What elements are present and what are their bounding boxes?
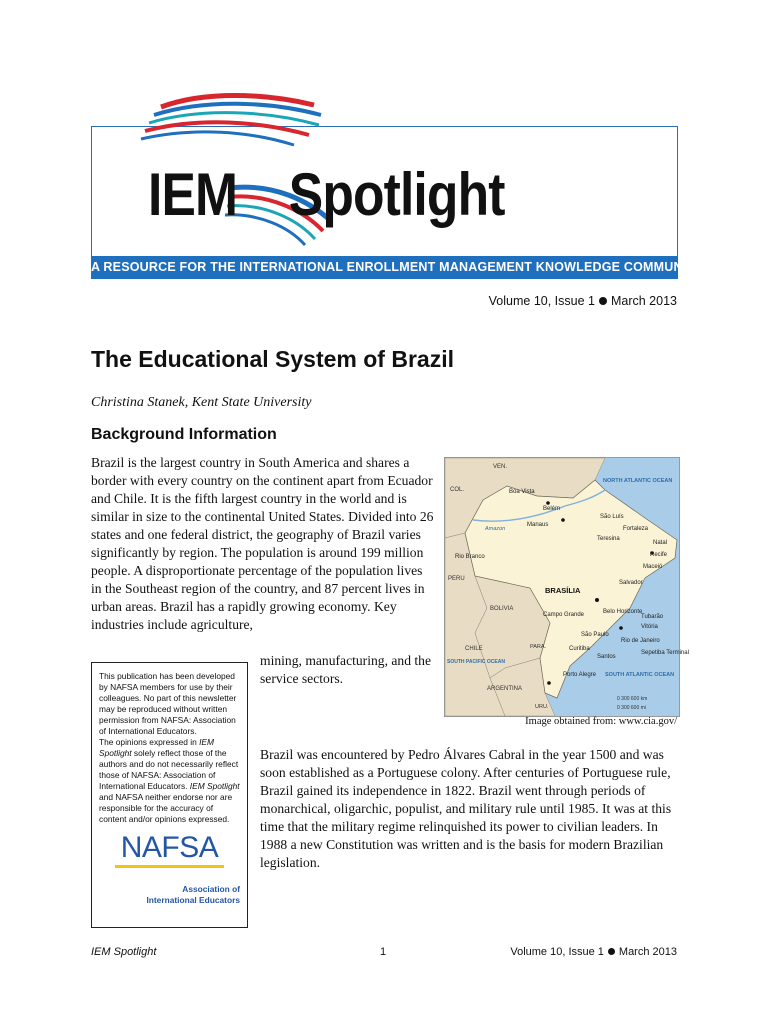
footer-issue: Volume 10, Issue 1 March 2013	[510, 946, 677, 958]
logo-iem: IEM	[148, 161, 238, 228]
map-label-brasilia: BRASÍLIA	[545, 586, 581, 595]
paragraph-background: Brazil is the largest country in South America and shares a border with every country on the continent apart from Ecuador and Chile. It is the fifth largest country in the world and is similar in size to the continental United States. Divided into 26 states and one federal district, the geography of Brazil varies significantly by region. The population is around 199 million people. A disproportionate percentage of the population lives in the Southeast region of the country, and 87 percent lives in urban areas. Brazil has a rapidly growing economy. Key industries include agriculture,	[91, 455, 434, 632]
map-label-vitoria: Vitória	[641, 624, 658, 630]
bullet-icon	[608, 948, 615, 955]
map-label-maceio: Maceió	[643, 564, 663, 570]
brazil-map-graphic	[445, 458, 689, 716]
map-label-rio: Rio de Janeiro	[621, 638, 660, 644]
map-scale-mi: 0 300 600 mi	[617, 705, 646, 711]
map-label-ven: VEN.	[493, 464, 508, 470]
map-caption: Image obtained from: www.cia.gov/	[525, 716, 677, 727]
map-label-belem: Belém	[543, 506, 561, 512]
section-heading: Background Information	[91, 426, 277, 443]
map-label-manaus: Manaus	[527, 522, 549, 528]
map-label-campo-grande: Campo Grande	[543, 612, 585, 618]
banner-tagline: A RESOURCE FOR THE INTERNATIONAL ENROLLMENT MANAGEMENT KNOWLEDGE COMMUNITY	[91, 256, 678, 279]
nafsa-logo: NAFSA	[120, 831, 219, 864]
map-label-curitiba: Curitiba	[569, 646, 590, 652]
map-label-chile: CHILE	[465, 646, 483, 652]
map-label-natal: Natal	[653, 540, 668, 546]
map-label-belo-horizonte: Belo Horizonte	[603, 609, 643, 615]
map-label-tubarao: Tubarão	[641, 614, 664, 620]
notice-text-1: This publication has been developed by NAFSA members for use by their colleagues. No part of this newsletter may be reproduced without written permission from NAFSA: Association of International Educators.	[99, 671, 237, 736]
notice-text-2: The opinions expressed in IEM Spotlight solely reflect those of the authors and do not necessarily reflect those of NAFSA: Association of International Educators. IEM Spotlight and NAFSA neither endorse nor are responsible for the accuracy of content and/or opinions expressed.	[99, 737, 240, 824]
article-title: The Educational System of Brazil	[91, 346, 454, 372]
logo-spotlight: Spotlight	[288, 161, 505, 228]
map-label-porto-alegre: Porto Alegre	[563, 672, 597, 678]
nafsa-logo-bar	[115, 865, 224, 868]
map-label-uru: URU.	[535, 704, 549, 710]
issue-date: March 2013	[610, 294, 677, 308]
map-label-teresina: Teresina	[597, 536, 620, 542]
map-label-north-atlantic: NORTH ATLANTIC OCEAN	[603, 478, 673, 484]
map-label-fortaleza: Fortaleza	[623, 526, 649, 532]
map-label-para: PARA.	[530, 644, 547, 650]
article-author: Christina Stanek, Kent State University	[91, 395, 312, 410]
map-label-recife: Recife	[650, 552, 668, 558]
map-label-argentina: ARGENTINA	[487, 686, 523, 692]
map-label-rio-branco: Rio Branco	[455, 554, 485, 560]
map-label-santos: Santos	[597, 654, 616, 660]
map-label-amazon: Amazon	[485, 526, 506, 532]
map-label-south-pacific: SOUTH PACIFIC OCEAN	[447, 659, 505, 665]
map-label-boa-vista: Boa Vista	[509, 489, 535, 495]
publication-notice	[91, 662, 248, 928]
map-scale-km: 0 300 600 km	[617, 696, 648, 702]
map-label-bolivia: BOLIVIA	[490, 606, 514, 612]
map-label-peru: PERU	[448, 576, 465, 582]
map-label-col: COL.	[450, 487, 465, 493]
bullet-icon	[599, 297, 607, 305]
nafsa-logo-subtitle: Association of International Educators	[146, 884, 240, 905]
footer-publication: IEM Spotlight	[91, 946, 157, 958]
issue-info	[489, 294, 677, 308]
map-label-sao-luis: São Luís	[600, 514, 624, 520]
map-label-sao-paulo: São Paulo	[581, 632, 609, 638]
map-label-south-atlantic: SOUTH ATLANTIC OCEAN	[605, 672, 675, 678]
paragraph-background-tail: mining, manufacturing, and the service sectors.	[260, 653, 432, 686]
map-label-sepetiba: Sepetiba Terminal	[641, 650, 689, 656]
footer-page-number: 1	[380, 946, 387, 958]
banner-title	[148, 160, 505, 229]
issue-volume: Volume 10, Issue 1	[488, 294, 595, 308]
paragraph-history: Brazil was encountered by Pedro Álvares Cabral in the year 1500 and was soon established as a Portuguese colony. After centuries of Portuguese rule, Brazil gained its independence in 1822. Brazil went through periods of monarchical, oligarchic, populist, and military rule until 1985. It was at this time that the military regime relinquished its power to civilian leaders. In 1988 a new Constitution was written and is the basis for modern Brazilian legislation.	[260, 747, 672, 870]
brazil-map	[444, 457, 689, 717]
map-label-salvador: Salvador	[619, 580, 643, 586]
